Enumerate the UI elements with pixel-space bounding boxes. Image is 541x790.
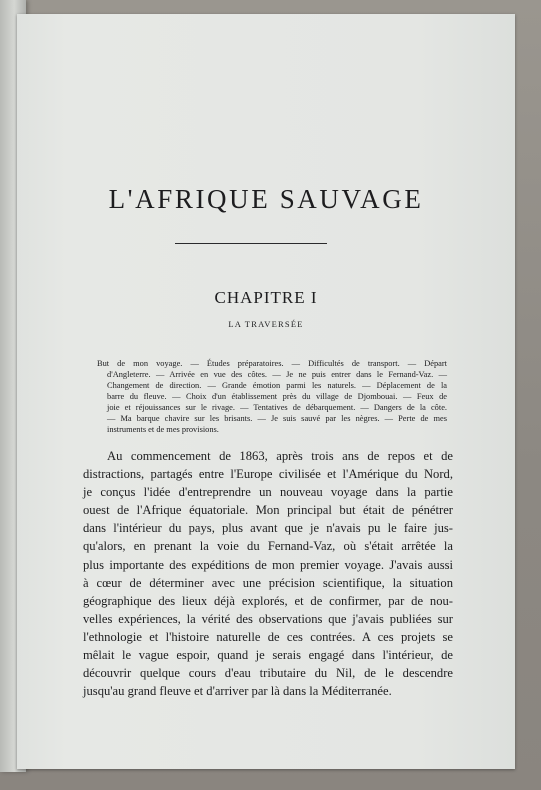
chapter-heading: CHAPITRE I — [214, 288, 318, 307]
summary-line: instruments et de mes provisions. — [107, 425, 219, 434]
title-rule — [175, 243, 327, 244]
summary-line: But de mon voyage. — Études préparatoires. — Difficultés de transport. — Départ — [97, 359, 447, 368]
body-line: dans l'intérieur du pays, plus avant que je n'avais pu le faire jus- — [83, 521, 453, 536]
body-line: qu'alors, en prenant la voie du Fernand-Vaz, où s'était arrêtée la — [83, 539, 453, 554]
body-paragraph — [83, 447, 453, 700]
body-line: distractions, partagés entre l'Europe civilisée et l'Amérique du Nord, — [83, 467, 453, 482]
body-line: découvrir quelque cours d'eau tributaire du Nil, de le descendre — [83, 666, 453, 681]
summary-line: Changement de direction. — Grande émotion parmi les naturels. — Déplacement de la — [107, 381, 447, 390]
body-line: l'ethnologie et l'histoire naturelle de ces contrées. A ces projets se — [83, 629, 453, 644]
body-line: velles expériences, la vérité des observations que j'avais publiées sur — [83, 611, 453, 626]
body-line: ouest de l'Afrique équatoriale. Mon principal but était de pénétrer — [83, 503, 453, 518]
body-line: jusqu'au grand fleuve et d'arriver par là dans la Méditerranée. — [83, 684, 392, 699]
summary-line: — Ma barque chavire sur les brisants. — Je suis sauvé par les nègres. — Perte de mes — [107, 414, 447, 423]
book-title: L'AFRIQUE SAUVAGE — [108, 184, 424, 214]
body-line: mêlait le vague espoir, quand je serais engagé dans l'intérieur, de — [83, 648, 453, 663]
body-line: Au commencement de 1863, après trois ans de repos et de — [107, 449, 453, 463]
summary-line: barre du fleuve. — Choix d'un établissement près du village de Djombouai. — Feux de — [107, 392, 447, 401]
book-page — [17, 14, 515, 769]
body-line: plus importante des expéditions de mon premier voyage. J'avais aussi — [83, 557, 453, 572]
chapter-subtitle: LA TRAVERSÉE — [228, 319, 304, 329]
body-line: à cœur de déterminer avec une précision scientifique, la situation — [83, 575, 453, 590]
body-line: je conçus l'idée d'entreprendre un nouveau voyage dans la partie — [83, 485, 453, 500]
summary-line: joie et réjouissances sur le rivage. — Tentatives de débarquement. — Dangers de la côte. — [107, 403, 447, 412]
body-line: géographique des lieux déjà explorés, et de confirmer, par de nou- — [83, 593, 453, 608]
chapter-summary — [97, 358, 447, 435]
summary-line: d'Angleterre. — Arrivée en vue des côtes. — Je ne puis entrer dans le Fernand-Vaz. — — [107, 370, 447, 379]
